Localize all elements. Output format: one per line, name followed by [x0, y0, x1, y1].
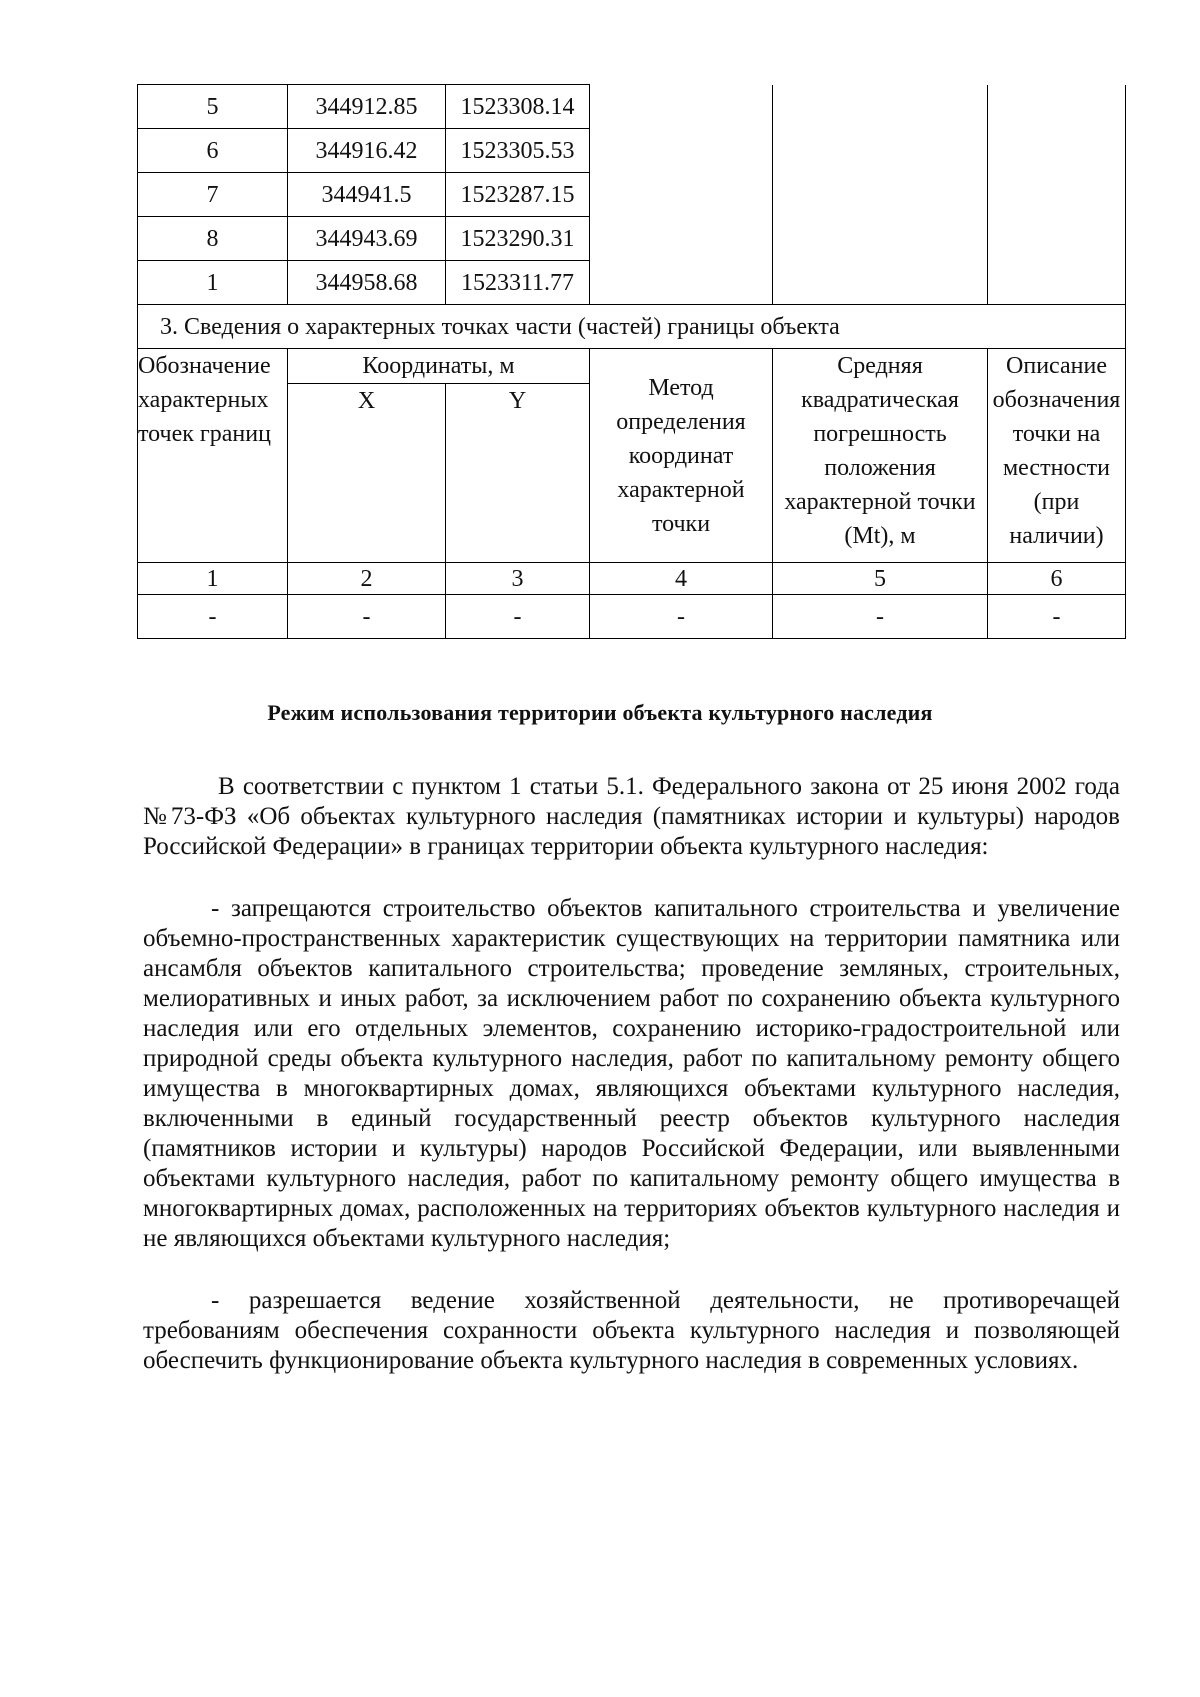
characteristic-points-table [137, 84, 1126, 639]
coord-y: 1523305.53 [446, 129, 590, 173]
coord-y: 1523287.15 [446, 173, 590, 217]
column-number: 1 [138, 563, 288, 595]
section-heading: Режим использования территории объекта культурного наследия [267, 700, 933, 725]
column-number: 6 [988, 563, 1126, 595]
empty-cell [988, 173, 1126, 217]
empty-cell [773, 217, 988, 261]
table-row [138, 261, 1126, 305]
empty-cell [988, 261, 1126, 305]
empty-value: - [590, 595, 773, 639]
table-row [138, 173, 1126, 217]
empty-cell [773, 129, 988, 173]
column-number: 3 [446, 563, 590, 595]
coord-y: 1523290.31 [446, 217, 590, 261]
header-coordinates: Координаты, м [288, 349, 590, 384]
empty-cell [590, 129, 773, 173]
header-error: Средняя квадратическая погрешность положения характерной точки (Mt), м [773, 349, 988, 563]
empty-value: - [288, 595, 446, 639]
column-number: 2 [288, 563, 446, 595]
table-row [138, 85, 1126, 129]
point-number: 1 [138, 261, 288, 305]
point-number: 8 [138, 217, 288, 261]
header-designation: Обозначение характерных точек границ [138, 349, 288, 563]
empty-value: - [138, 595, 288, 639]
header-row-1 [138, 349, 1126, 384]
coord-x: 344916.42 [288, 129, 446, 173]
empty-cell [590, 173, 773, 217]
empty-cell [773, 173, 988, 217]
header-y: Y [446, 384, 590, 563]
empty-cell [988, 85, 1126, 129]
coord-y: 1523311.77 [446, 261, 590, 305]
header-description: Описание обозначения точки на местности (при наличии) [988, 349, 1126, 563]
paragraph-intro: В соответствии с пунктом 1 статьи 5.1. Федерального закона от 25 июня 2002 года №73-ФЗ «Об объектах культурного наследия (памятниках истории и культуры) народов Российской Федерации» в границах территории объекта культурного наследия: [143, 773, 1120, 860]
empty-cell [988, 129, 1126, 173]
coord-x: 344943.69 [288, 217, 446, 261]
table-row [138, 595, 1126, 639]
empty-value: - [773, 595, 988, 639]
header-method: Метод определения координат характерной точки [590, 349, 773, 563]
header-x: X [288, 384, 446, 563]
coord-x: 344958.68 [288, 261, 446, 305]
empty-cell [590, 85, 773, 129]
section-title: 3. Сведения о характерных точках части (частей) границы объекта [138, 305, 1126, 349]
column-numbers-row [138, 563, 1126, 595]
point-number: 6 [138, 129, 288, 173]
point-number: 5 [138, 85, 288, 129]
empty-value: - [446, 595, 590, 639]
empty-cell [773, 85, 988, 129]
empty-cell [773, 261, 988, 305]
paragraph-permissions: - разрешается ведение хозяйственной деятельности, не противоречащей требованиям обеспечения сохранности объекта культурного наследия и позволяющей обеспечить функционирование объекта культурного наследия в современных условиях. [143, 1287, 1120, 1374]
column-number: 5 [773, 563, 988, 595]
table-row [138, 129, 1126, 173]
coord-x: 344912.85 [288, 85, 446, 129]
column-number: 4 [590, 563, 773, 595]
coord-x: 344941.5 [288, 173, 446, 217]
coord-y: 1523308.14 [446, 85, 590, 129]
section-title-row [138, 305, 1126, 349]
paragraph-prohibitions: - запрещаются строительство объектов капитального строительства и увеличение объемно-пространственных характеристик существующих на территории памятника или ансамбля объектов капитального строительства; проведение земляных, строительных, мелиоративных и иных работ, за исключением работ по сохранению объекта культурного наследия или его отдельных элементов, сохранению историко-градостроительной или природной среды объекта культурного наследия, работ по капитальному ремонту общего имущества в многоквартирных домах, являющихся объектами культурного наследия, включенными в единый государственный реестр объектов культурного наследия (памятников истории и культуры) народов Российской Федерации, или выявленными объектами культурного наследия, работ по капитальному ремонту общего имущества в многоквартирных домах, расположенных на территориях объектов культурного наследия и не являющихся объектами культурного наследия; [143, 895, 1120, 1252]
empty-cell [590, 261, 773, 305]
empty-value: - [988, 595, 1126, 639]
empty-cell [590, 217, 773, 261]
point-number: 7 [138, 173, 288, 217]
table-row [138, 217, 1126, 261]
empty-cell [988, 217, 1126, 261]
